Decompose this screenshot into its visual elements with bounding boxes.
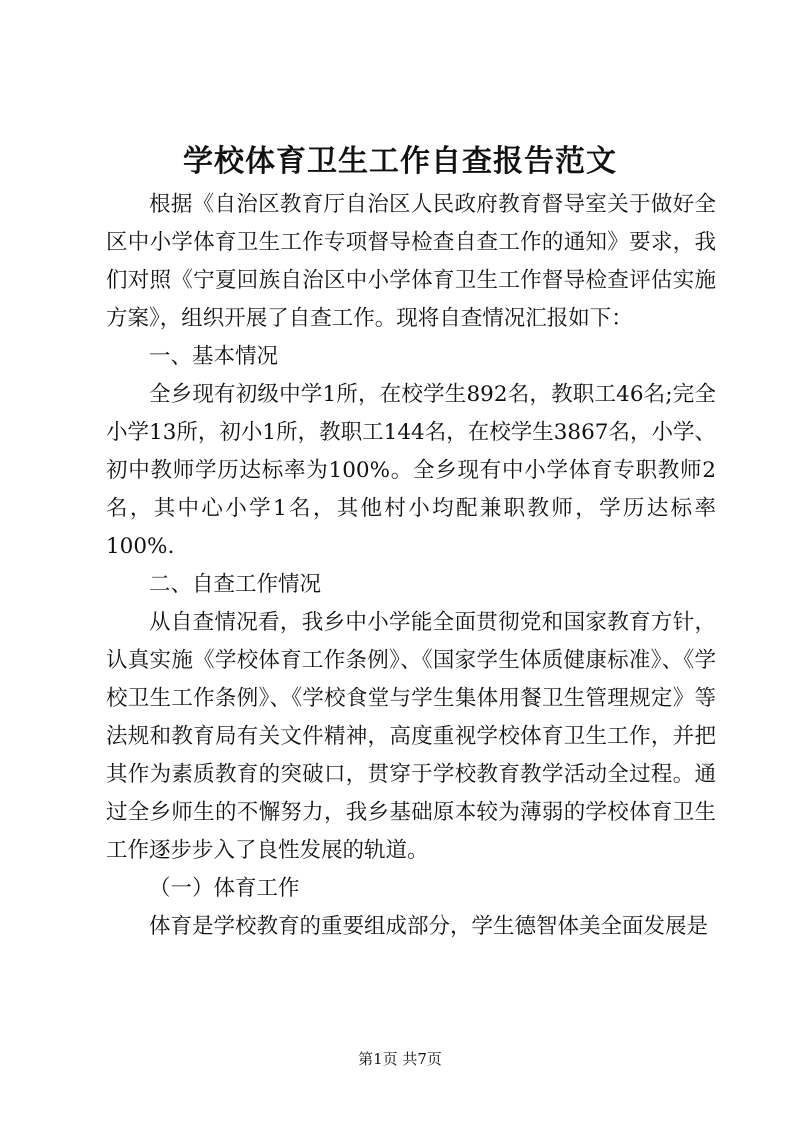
section-heading-self-inspection: 二、自查工作情况	[149, 572, 322, 597]
self-inspection-paragraph: 从自查情况看，我乡中小学能全面贯彻党和国家教育方针，认真实施《学校体育工作条例》、《国家学生体质健康标准》、《学校卫生工作条例》、《学校食堂与学生集体用餐卫生管理规定》等法规和教育局有关文件精神，高度重视学校体育卫生工作，并把其作为素质教育的突破口，贯穿于学校教育教学活动全过程。通过全乡师生的不懈努力，我乡基础原本较为薄弱的学校体育卫生工作逐步步入了良性发展的轨道。	[106, 610, 716, 863]
basic-info-paragraph: 全乡现有初级中学1所，在校学生892名，教职工46名;完全小学13所，初小1所，教职工144名，在校学生3867名，小学、初中教师学历达标率为100%。全乡现有中小学体育专职教师2名，其中心小学1名，其他村小均配兼职教师，学历达标率100%.	[106, 382, 716, 559]
page-number-footer: 第1页 共7页	[358, 1050, 442, 1068]
section-heading-basic-info: 一、基本情况	[149, 344, 279, 369]
pe-work-paragraph: 体育是学校教育的重要组成部分，学生德智体美全面发展是	[149, 914, 709, 939]
subsection-heading-pe-work: （一）体育工作	[149, 876, 300, 901]
document-body	[106, 186, 716, 946]
document-title: 学校体育卫生工作自查报告范文	[183, 144, 617, 179]
intro-paragraph: 根据《自治区教育厅自治区人民政府教育督导室关于做好全区中小学体育卫生工作专项督导检查自查工作的通知》要求，我们对照《宁夏回族自治区中小学体育卫生工作督导检查评估实施方案》，组织开展了自查工作。现将自查情况汇报如下：	[106, 192, 716, 331]
